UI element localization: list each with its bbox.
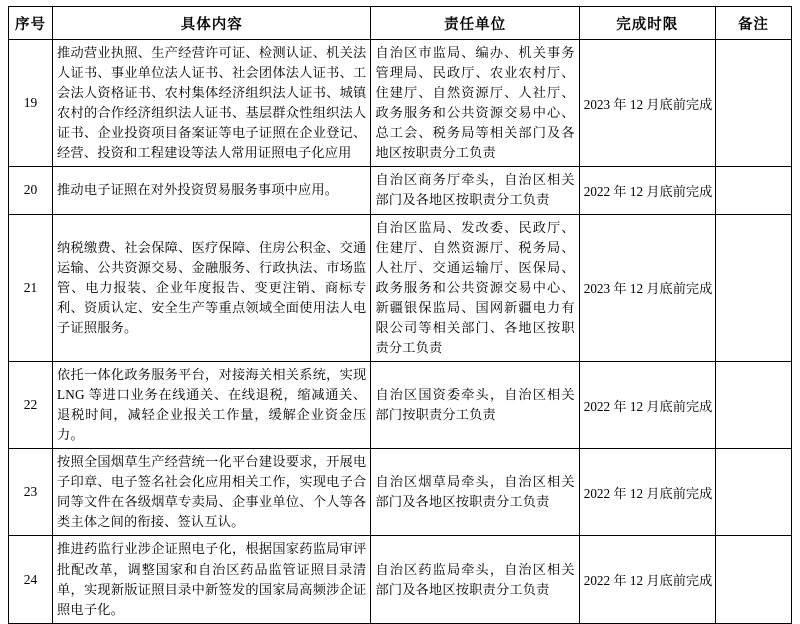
- row-remark: [715, 449, 791, 536]
- column-header-remark: 备注: [715, 7, 791, 40]
- row-responsible-unit: 自治区市监局、编办、机关事务管理局、民政厅、农业农村厅、住建厅、自然资源厅、人社厅、政务服务和公共资源交易中心、总工会、税务局等相关部门及各地区按职责分工负责: [371, 40, 579, 167]
- row-deadline: 2022 年 12 月底前完成: [579, 449, 715, 536]
- row-responsible-unit: 自治区药监局牵头，自治区相关部门及各地区按职责分工负责: [371, 536, 579, 623]
- row-deadline: 2022 年 12 月底前完成: [579, 167, 715, 214]
- table-row: [9, 167, 792, 214]
- row-deadline: 2023 年 12 月底前完成: [579, 214, 715, 361]
- table-row: [9, 536, 792, 623]
- table-row: [9, 40, 792, 167]
- row-content: 推动电子证照在对外投资贸易服务事项中应用。: [53, 167, 371, 214]
- row-content: 按照全国烟草生产经营统一化平台建设要求，开展电子印章、电子签名社会化应用相关工作，实现电子合同等文件在各级烟草专卖局、企事业单位、个人等各类主体之间的衔接、签认互认。: [53, 449, 371, 536]
- column-header-responsible-unit: 责任单位: [371, 7, 579, 40]
- row-responsible-unit: 自治区监局、发改委、民政厅、住建厅、自然资源厅、税务局、人社厅、交通运输厅、医保局、政务服务和公共资源交易中心、新疆银保监局、国网新疆电力有限公司等相关部门、各地区按职责分工负责: [371, 214, 579, 361]
- row-sequence: 22: [9, 361, 53, 448]
- column-header-sequence: 序号: [9, 7, 53, 40]
- row-content: 依托一体化政务服务平台，对接海关相关系统，实现LNG 等进口业务在线通关、在线退税，缩减通关、退税时间，减轻企业报关工作量，缓解企业资金压力。: [53, 361, 371, 448]
- row-sequence: 20: [9, 167, 53, 214]
- row-content: 推动营业执照、生产经营许可证、检测认证、机关法人证书、事业单位法人证书、社会团体法人证书、工会法人资格证书、农村集体经济组织法人证书、城镇农村的合作经济组织法人证书、基层群众性组织法人证书、企业投资项目备案证等电子证照在企业登记、经营、投资和工程建设等法人常用证照电子化应用: [53, 40, 371, 167]
- row-sequence: 23: [9, 449, 53, 536]
- table-row: [9, 214, 792, 361]
- row-remark: [715, 167, 791, 214]
- row-deadline: 2023 年 12 月底前完成: [579, 40, 715, 167]
- row-remark: [715, 214, 791, 361]
- column-header-content: 具体内容: [53, 7, 371, 40]
- row-responsible-unit: 自治区商务厅牵头，自治区相关部门及各地区按职责分工负责: [371, 167, 579, 214]
- row-remark: [715, 536, 791, 623]
- tasks-table: [8, 6, 792, 624]
- row-content: 纳税缴费、社会保障、医疗保障、住房公积金、交通运输、公共资源交易、金融服务、行政执法、市场监管、电力报装、企业年度报告、变更注销、商标专利、资质认定、安全生产等重点领域全面使用法人电子证照服务。: [53, 214, 371, 361]
- row-deadline: 2022 年 12 月底前完成: [579, 361, 715, 448]
- row-remark: [715, 361, 791, 448]
- row-responsible-unit: 自治区国资委牵头，自治区相关部门按职责分工负责: [371, 361, 579, 448]
- row-deadline: 2022 年 12 月底前完成: [579, 536, 715, 623]
- row-remark: [715, 40, 791, 167]
- row-sequence: 24: [9, 536, 53, 623]
- row-responsible-unit: 自治区烟草局牵头，自治区相关部门及各地区按职责分工负责: [371, 449, 579, 536]
- column-header-deadline: 完成时限: [579, 7, 715, 40]
- table-row: [9, 449, 792, 536]
- table-header-row: [9, 7, 792, 40]
- table-row: [9, 361, 792, 448]
- row-content: 推进药监行业涉企证照电子化，根据国家药监局审评批配改革，调整国家和自治区药品监管证照目录清单，实现新版证照目录中新签发的国家局高频涉企证照电子化。: [53, 536, 371, 623]
- row-sequence: 19: [9, 40, 53, 167]
- row-sequence: 21: [9, 214, 53, 361]
